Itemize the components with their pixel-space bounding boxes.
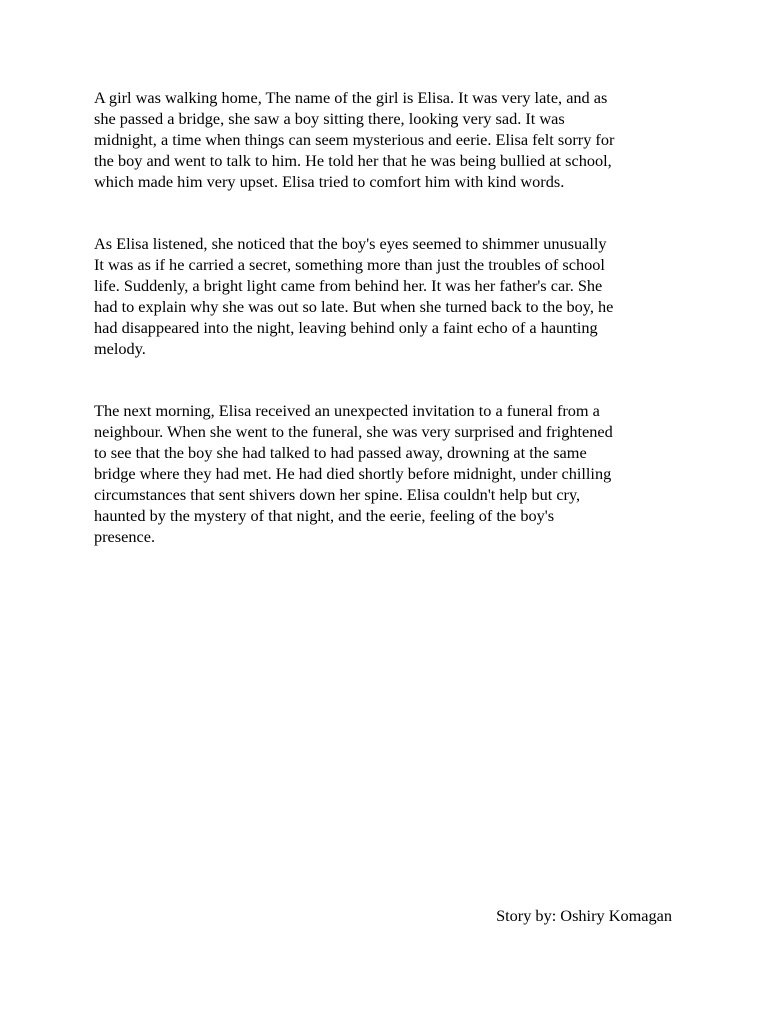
paragraph-line: had disappeared into the night, leaving behind only a faint echo of a haunting <box>94 318 598 337</box>
paragraph-line: It was as if he carried a secret, something more than just the troubles of school <box>94 255 605 274</box>
paragraph-line: the boy and went to talk to him. He told her that he was being bullied at school, <box>94 151 612 170</box>
paragraph-line: melody. <box>94 339 146 358</box>
paragraph-line: midnight, a time when things can seem mysterious and eerie. Elisa felt sorry for <box>94 130 615 149</box>
paragraph-line: had to explain why she was out so late. But when she turned back to the boy, he <box>94 297 614 316</box>
paragraph-line: presence. <box>94 527 156 546</box>
paragraph-line: which made him very upset. Elisa tried to comfort him with kind words. <box>94 172 565 191</box>
paragraph-line: neighbour. When she went to the funeral, she was very surprised and frightened <box>94 422 613 441</box>
paragraph-line: As Elisa listened, she noticed that the boy's eyes seemed to shimmer unusually <box>94 234 607 253</box>
paragraph-line: The next morning, Elisa received an unexpected invitation to a funeral from a <box>94 401 600 420</box>
paragraph-line: life. Suddenly, a bright light came from behind her. It was her father's car. She <box>94 276 603 295</box>
paragraph-line: to see that the boy she had talked to had passed away, drowning at the same <box>94 443 587 462</box>
paragraph-line: A girl was walking home, The name of the girl is Elisa. It was very late, and as <box>94 88 608 107</box>
paragraph-line: she passed a bridge, she saw a boy sitting there, looking very sad. It was <box>94 109 565 128</box>
story-byline: Story by: Oshiry Komagan <box>496 906 672 925</box>
paragraph-line: bridge where they had met. He had died shortly before midnight, under chilling <box>94 464 612 483</box>
paragraph-line: haunted by the mystery of that night, and the eerie, feeling of the boy's <box>94 506 555 525</box>
paragraph-line: circumstances that sent shivers down her spine. Elisa couldn't help but cry, <box>94 485 581 504</box>
